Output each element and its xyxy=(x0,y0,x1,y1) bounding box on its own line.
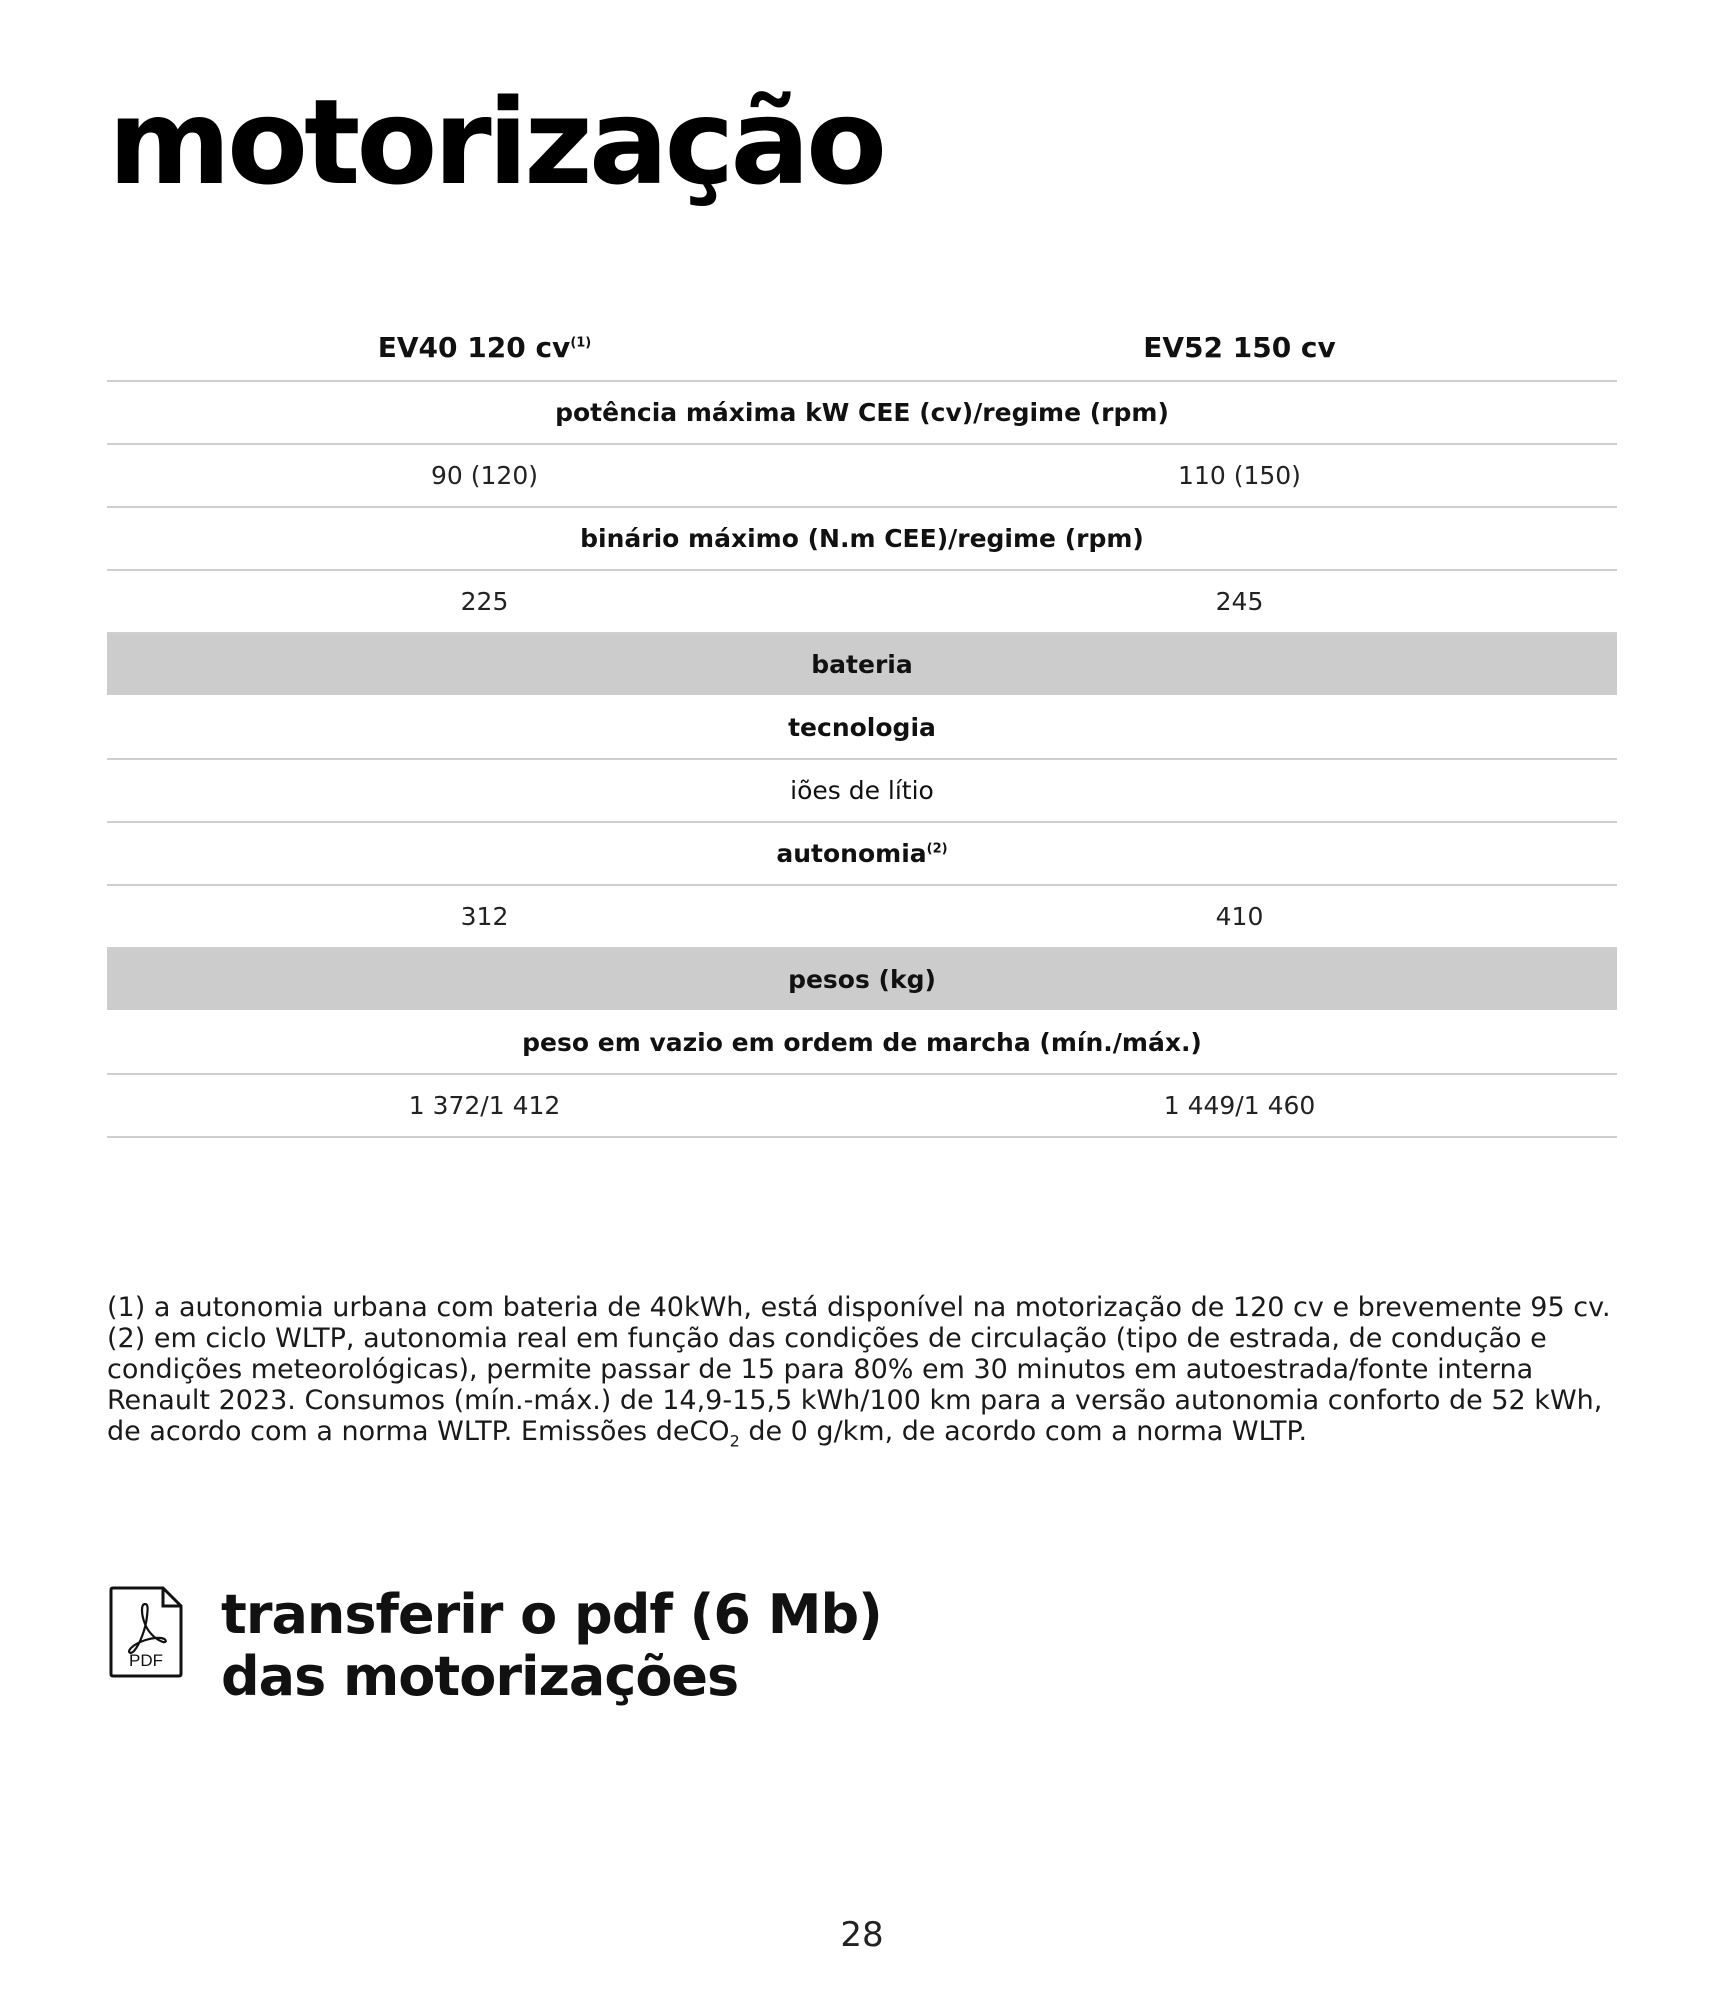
range-ev40: 312 xyxy=(460,902,509,931)
weight-sub-heading: peso em vazio em ordem de marcha (mín./máx.) xyxy=(522,1028,1202,1057)
table-header-row xyxy=(107,315,1617,382)
specs-table xyxy=(107,315,1617,1138)
power-ev52: 110 (150) xyxy=(1178,461,1301,490)
pdf-icon-label: PDF xyxy=(129,1651,163,1670)
table-row xyxy=(107,1075,1617,1138)
technology-value: iões de lítio xyxy=(790,776,934,805)
table-row xyxy=(107,571,1617,634)
battery-heading: bateria xyxy=(811,650,913,679)
range-heading: autonomia xyxy=(776,839,927,868)
range-ev52: 410 xyxy=(1215,902,1264,931)
power-heading: potência máxima kW CEE (cv)/regime (rpm) xyxy=(555,398,1169,427)
torque-ev40: 225 xyxy=(460,587,509,616)
section-heading-row xyxy=(107,1012,1617,1075)
footnote-ref-1: (1) xyxy=(570,335,592,351)
section-heading-row xyxy=(107,382,1617,445)
table-row xyxy=(107,760,1617,823)
category-row xyxy=(107,949,1617,1012)
footnote-2: (2) em ciclo WLTP, autonomia real em função das condições de circulação (tipo de estrada, de condução e condições meteorológicas), permite passar de 15 para 80% em 30 minutos em autoestrada/fonte interna Renault 2023. Consumos (mín.-máx.) de 14,9-15,5 kWh/100 km para a versão autonomia conforto de 52 kWh, de acordo com a norma WLTP. Emissões deCO$_2$ de 0 g/km, de acordo com a norma WLTP. xyxy=(107,1323,1603,1451)
power-ev40: 90 (120) xyxy=(431,461,538,490)
range-heading-cell xyxy=(107,839,1617,868)
download-line-2[interactable]: das motorizações xyxy=(221,1645,739,1708)
table-row xyxy=(107,445,1617,508)
page-title: motorização xyxy=(108,73,884,211)
footnote-1: (1) a autonomia urbana com bateria de 40kWh, está disponível na motorização de 120 cv e brevemente 95 cv. xyxy=(107,1292,1611,1323)
weight-ev52: 1 449/1 460 xyxy=(1163,1091,1316,1120)
weight-ev40: 1 372/1 412 xyxy=(408,1091,561,1120)
page-number: 28 xyxy=(840,1915,884,1955)
pdf-file-icon[interactable] xyxy=(107,1584,185,1680)
download-line-1[interactable]: transferir o pdf (6 Mb) xyxy=(221,1583,882,1646)
column-header-ev40: EV40 120 $cv^{(1)}$ xyxy=(377,331,592,364)
co2-subscript: 2 xyxy=(729,1431,740,1451)
table-row xyxy=(107,886,1617,949)
footnotes xyxy=(107,1292,1627,1456)
torque-heading: binário máximo (N.m CEE)/regime (rpm) xyxy=(580,524,1144,553)
technology-heading: tecnologia xyxy=(788,713,936,742)
section-heading-row xyxy=(107,697,1617,760)
section-heading-row xyxy=(107,508,1617,571)
footnote-ref-2: (2) xyxy=(926,841,948,857)
column-header-ev52: EV52 150 cv xyxy=(1143,331,1336,364)
weights-heading: pesos (kg) xyxy=(788,965,936,994)
download-pdf-link[interactable] xyxy=(107,1584,882,1708)
category-row xyxy=(107,634,1617,697)
torque-ev52: 245 xyxy=(1215,587,1264,616)
download-label[interactable] xyxy=(221,1584,882,1708)
section-heading-row xyxy=(107,823,1617,886)
